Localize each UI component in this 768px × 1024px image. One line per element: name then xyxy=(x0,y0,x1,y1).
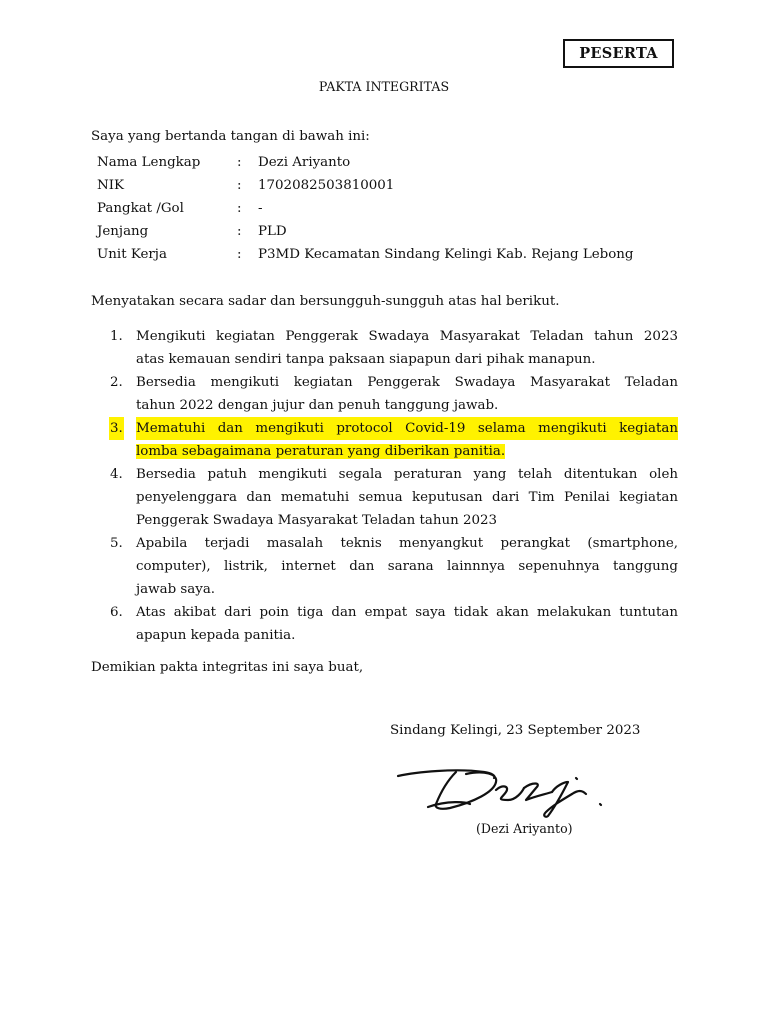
identity-separator: : xyxy=(237,155,242,170)
place-date: Sindang Kelingi, 23 September 2023 xyxy=(390,723,641,738)
statement-line: Mematuhi dan mengikuti protocol Covid-19 selama mengikuti kegiatan xyxy=(136,417,678,440)
identity-value: PLD xyxy=(258,224,287,239)
statement-line: Penggerak Swadaya Masyarakat Teladan tahun 2023 xyxy=(136,513,498,528)
statement-line: Bersedia patuh mengikuti segala peraturan yang telah ditentukan oleh xyxy=(136,467,678,482)
statement-number: 4. xyxy=(110,467,123,482)
signatory-name: (Dezi Ariyanto) xyxy=(476,821,573,836)
identity-label: Jenjang xyxy=(97,224,149,239)
statement-line: lomba sebagaimana peraturan yang diberikan panitia. xyxy=(136,444,506,459)
identity-label: NIK xyxy=(97,178,125,193)
identity-label: Nama Lengkap xyxy=(97,155,201,170)
closing-text: Demikian pakta integritas ini saya buat, xyxy=(91,660,364,675)
statement-list xyxy=(105,325,678,647)
identity-value: Dezi Ariyanto xyxy=(258,155,351,170)
statement-line: penyelenggara dan mematuhi semua keputusan dari Tim Penilai kegiatan xyxy=(136,490,678,505)
statement-line-wrap xyxy=(136,440,678,463)
statement-number: 1. xyxy=(110,329,123,344)
statement-line: atas kemauan sendiri tanpa paksaan siapapun dari pihak manapun. xyxy=(136,352,596,367)
identity-value: 1702082503810001 xyxy=(258,178,395,193)
statement-item xyxy=(105,325,678,371)
declaration-text: Menyatakan secara sadar dan bersungguh-sungguh atas hal berikut. xyxy=(91,294,560,309)
statement-item-highlighted xyxy=(105,417,678,463)
identity-separator: : xyxy=(237,224,242,239)
document-title: PAKTA INTEGRITAS xyxy=(318,79,450,94)
identity-label: Unit Kerja xyxy=(97,247,167,262)
statement-number: 6. xyxy=(110,605,123,620)
statement-line: jawab saya. xyxy=(136,582,216,597)
statement-line: tahun 2022 dengan jujur dan penuh tanggung jawab. xyxy=(136,398,499,413)
statement-line: Apabila terjadi masalah teknis menyangkut perangkat (smartphone, xyxy=(136,536,678,551)
statement-line: Bersedia mengikuti kegiatan Penggerak Swadaya Masyarakat Teladan xyxy=(136,375,678,390)
statement-item xyxy=(105,532,678,601)
statement-line: Mengikuti kegiatan Penggerak Swadaya Masyarakat Teladan tahun 2023 xyxy=(136,329,678,344)
statement-line: Atas akibat dari poin tiga dan empat saya tidak akan melakukan tuntutan xyxy=(136,605,678,620)
statement-item xyxy=(105,601,678,647)
statement-line: apapun kepada panitia. xyxy=(136,628,296,643)
statement-item xyxy=(105,371,678,417)
identity-value: - xyxy=(258,201,263,216)
identity-value: P3MD Kecamatan Sindang Kelingi Kab. Rejang Lebong xyxy=(258,247,634,262)
identity-separator: : xyxy=(237,201,242,216)
identity-separator: : xyxy=(237,247,242,262)
statement-number: 2. xyxy=(110,375,123,390)
statement-line: computer), listrik, internet dan sarana lainnnya sepenuhnya tanggung xyxy=(136,559,678,574)
statement-number: 3. xyxy=(109,417,124,440)
identity-separator: : xyxy=(237,178,242,193)
identity-label: Pangkat /Gol xyxy=(97,201,184,216)
statement-item xyxy=(105,463,678,532)
intro-text: Saya yang bertanda tangan di bawah ini: xyxy=(91,129,370,144)
statement-number: 5. xyxy=(110,536,123,551)
participant-badge: PESERTA xyxy=(563,39,674,68)
handwritten-signature xyxy=(396,760,621,820)
